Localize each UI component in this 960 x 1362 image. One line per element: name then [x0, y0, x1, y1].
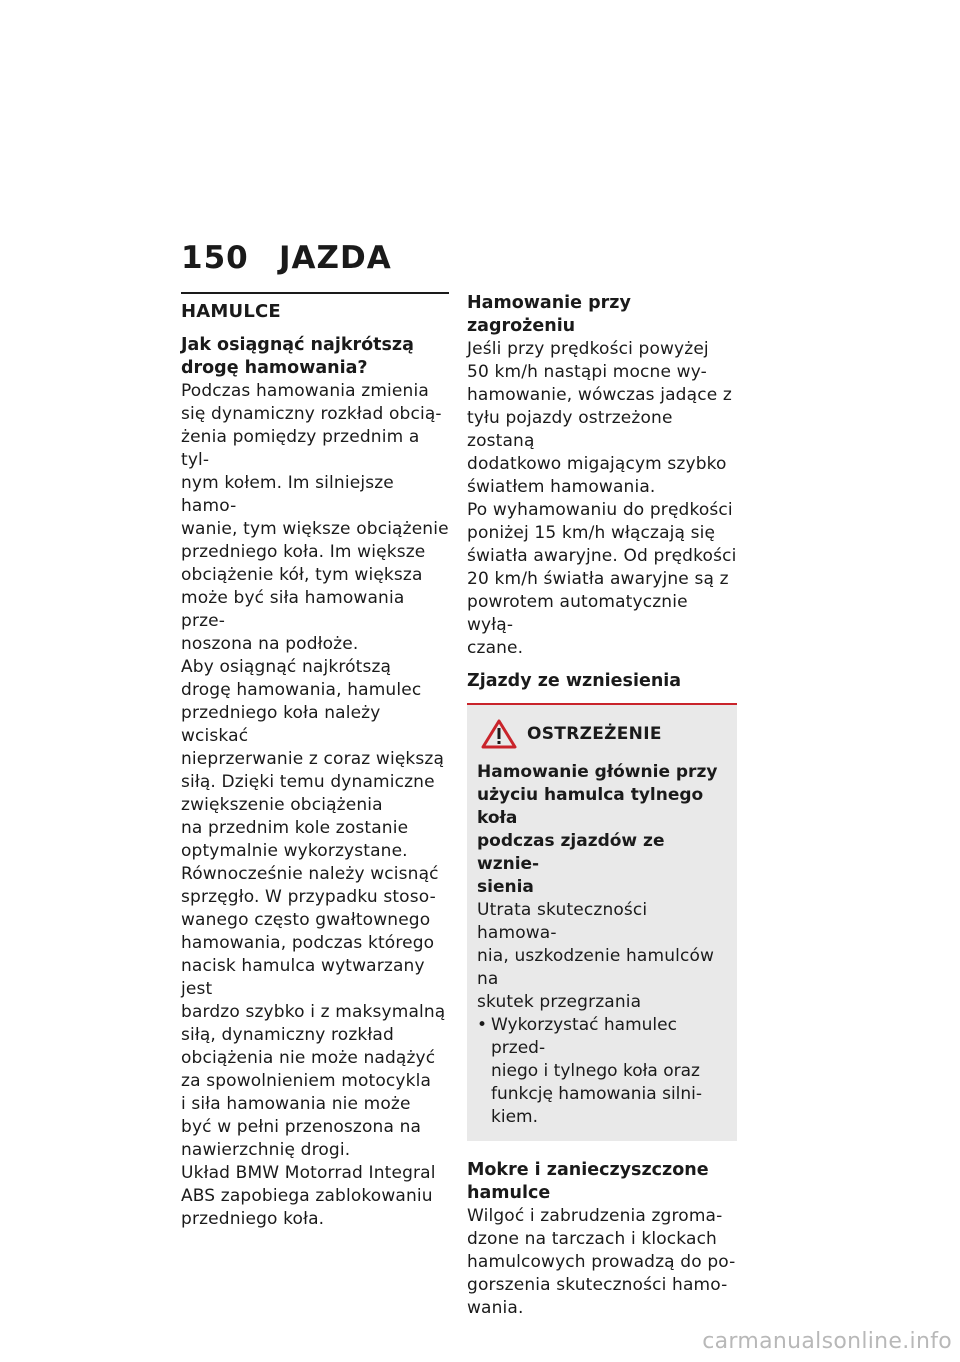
text-line: tyłu pojazdy ostrzeżone zostaną: [467, 408, 673, 451]
text-line: hamowanie, wówczas jadące z: [467, 385, 732, 405]
bullet-line: funkcję hamowania silni-: [491, 1084, 703, 1104]
warning-header: [481, 719, 729, 749]
warning-bullet-text: [491, 1014, 729, 1129]
subheading-emergency-braking: Hamowanie przy zagrożeniu: [467, 293, 631, 336]
text-line: Podczas hamowania zmienia: [181, 381, 429, 401]
section-divider: [181, 292, 449, 294]
wet-brakes-text: [467, 1205, 737, 1320]
watermark: carmanualsonline.info: [702, 1329, 952, 1354]
bullet-line: Wykorzystać hamulec przed-: [491, 1015, 677, 1058]
text-line: i siła hamowania nie może: [181, 1094, 411, 1114]
text-line: światłem hamowania.: [467, 477, 656, 497]
text-line: gorszenia skuteczności hamo-: [467, 1275, 728, 1295]
text-line: się dynamiczny rozkład obcią-: [181, 404, 442, 424]
text-line: żenia pomiędzy przednim a tyl-: [181, 427, 420, 470]
left-body-text: [181, 380, 449, 1231]
text-line: obciążenie kół, tym większa: [181, 565, 423, 585]
left-column: [181, 292, 449, 1231]
warning-headline-line: podczas zjazdów ze wznie-: [477, 831, 665, 874]
text-line: 50 km/h nastąpi mocne wy-: [467, 362, 707, 382]
text-line: 20 km/h światła awaryjne są z: [467, 569, 729, 589]
text-line: Utrata skuteczności hamowa-: [477, 900, 648, 943]
text-line: Układ BMW Motorrad Integral: [181, 1163, 436, 1183]
text-line: światła awaryjne. Od prędkości: [467, 546, 737, 566]
text-line: Wilgoć i zabrudzenia zgroma-: [467, 1206, 723, 1226]
text-line: nieprzerwanie z coraz większą: [181, 749, 445, 769]
text-line: obciążenia nie może nadążyć: [181, 1048, 436, 1068]
text-line: powrotem automatycznie wyłą-: [467, 592, 688, 635]
text-line: za spowolnieniem motocykla: [181, 1071, 432, 1091]
text-line: poniżej 15 km/h włączają się: [467, 523, 716, 543]
warning-headline-line: Hamowanie głównie przy: [477, 762, 718, 782]
text-line: przedniego koła.: [181, 1209, 325, 1229]
warning-headline-line: sienia: [477, 877, 534, 897]
emergency-braking-text: [467, 338, 737, 660]
subheading-downhill: Zjazdy ze wzniesienia: [467, 671, 682, 691]
text-line: Równocześnie należy wcisnąć: [181, 864, 439, 884]
chapter-title: JAZDA: [279, 240, 392, 276]
subheading-line: hamulce: [467, 1183, 551, 1203]
warning-body: [477, 899, 729, 1014]
text-line: drogę hamowania, hamulec: [181, 680, 422, 700]
text-line: ABS zapobiega zablokowaniu: [181, 1186, 433, 1206]
page-number: 150: [181, 240, 249, 276]
text-line: bardzo szybko i z maksymalną: [181, 1002, 446, 1022]
text-line: siłą, dynamiczny rozkład: [181, 1025, 394, 1045]
right-column: [467, 292, 737, 1320]
section-title: HAMULCE: [181, 301, 281, 322]
text-line: może być siła hamowania prze-: [181, 588, 405, 631]
warning-title: OSTRZEŻENIE: [527, 724, 662, 744]
text-line: wanego często gwałtownego: [181, 910, 431, 930]
warning-box: [467, 703, 737, 1141]
text-line: wania.: [467, 1298, 524, 1318]
warning-headline: [477, 761, 729, 899]
text-line: nym kołem. Im silniejsze hamo-: [181, 473, 394, 516]
subheading-shortest-braking: [181, 334, 449, 380]
text-line: noszona na podłoże.: [181, 634, 359, 654]
text-line: przedniego koła należy wciskać: [181, 703, 381, 746]
text-line: dodatkowo migającym szybko: [467, 454, 727, 474]
warning-triangle-icon: [481, 719, 517, 749]
text-line: Po wyhamowaniu do prędkości: [467, 500, 733, 520]
subheading-line: Mokre i zanieczyszczone: [467, 1160, 709, 1180]
text-line: na przednim kole zostanie: [181, 818, 409, 838]
text-line: hamulcowych prowadzą do po-: [467, 1252, 736, 1272]
bullet-line: niego i tylnego koła oraz: [491, 1061, 700, 1081]
text-line: nawierzchnię drogi.: [181, 1140, 351, 1160]
bullet-line: kiem.: [491, 1107, 538, 1127]
text-line: nacisk hamulca wytwarzany jest: [181, 956, 425, 999]
warning-bullet: [477, 1014, 729, 1129]
text-line: Aby osiągnąć najkrótszą: [181, 657, 392, 677]
text-line: hamowania, podczas którego: [181, 933, 435, 953]
subheading-text: Jak osiągnąć najkrótszą drogę hamowania?: [181, 335, 414, 378]
subheading-wet-brakes: [467, 1159, 737, 1205]
text-line: wanie, tym większe obciążenie: [181, 519, 449, 539]
page-header: [181, 240, 392, 276]
text-line: przedniego koła. Im większe: [181, 542, 426, 562]
text-line: być w pełni przenoszona na: [181, 1117, 422, 1137]
text-line: dzone na tarczach i klockach: [467, 1229, 717, 1249]
text-line: optymalnie wykorzystane.: [181, 841, 408, 861]
text-line: sprzęgło. W przypadku stoso-: [181, 887, 436, 907]
text-line: siłą. Dzięki temu dynamiczne: [181, 772, 435, 792]
text-line: nia, uszkodzenie hamulców na: [477, 946, 715, 989]
text-line: czane.: [467, 638, 524, 658]
text-line: zwiększenie obciążenia: [181, 795, 383, 815]
text-line: Jeśli przy prędkości powyżej: [467, 339, 709, 359]
text-line: skutek przegrzania: [477, 992, 642, 1012]
bullet-dot: •: [477, 1015, 488, 1035]
warning-headline-line: użyciu hamulca tylnego koła: [477, 785, 704, 828]
